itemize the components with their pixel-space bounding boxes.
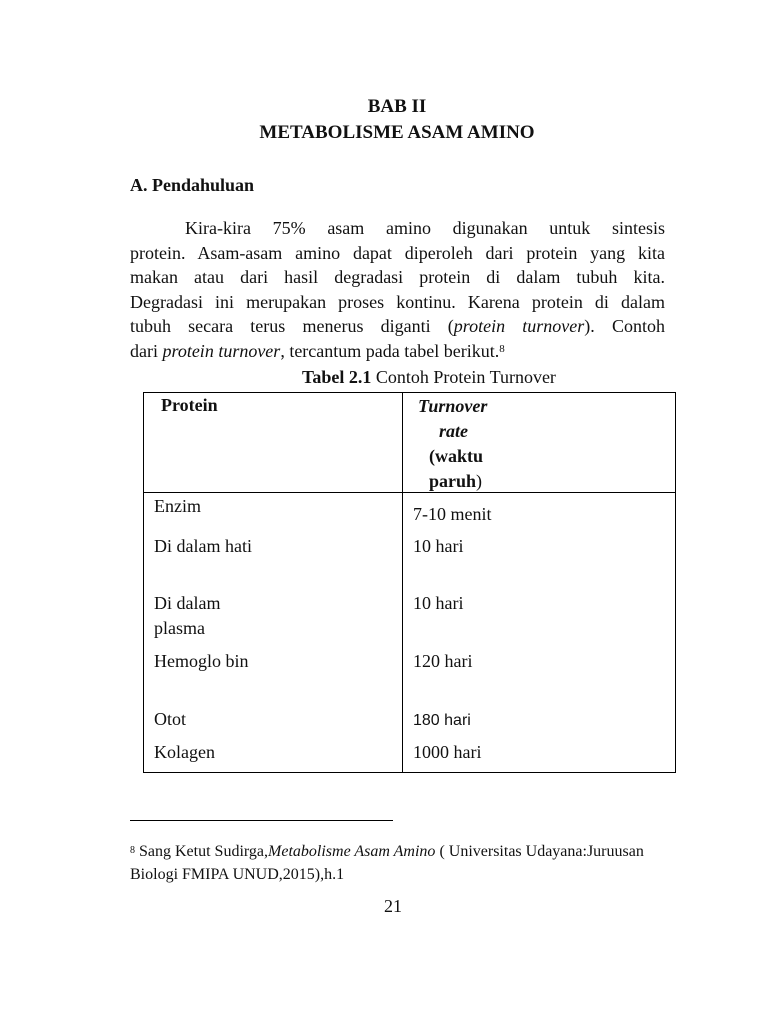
table-caption <box>0 367 768 388</box>
paragraph-line: Kira-kira 75% asam amino digunakan untuk sintesis <box>185 218 665 238</box>
footnote-source: ( Universitas Udayana:Juruusan Biologi FMIPA UNUD,2015),h.1 <box>130 843 644 883</box>
header-rate-line-3: (waktu <box>429 446 484 466</box>
table-cell-protein: Hemoglo bin <box>154 651 249 671</box>
table-cell-rate: 10 hari <box>413 536 464 556</box>
section-heading: A. Pendahuluan <box>130 175 255 195</box>
table-cell-rate: 10 hari <box>413 593 464 613</box>
table-cell-rate: 7-10 menit <box>413 504 492 524</box>
table-cell-protein: Kolagen <box>154 742 215 762</box>
header-rate-line-4-text: paruh <box>429 471 477 491</box>
italic-term: protein turnover <box>162 340 281 361</box>
paragraph-line-5-start: tubuh secara terus menerus diganti ( <box>130 316 454 336</box>
footnote-separator <box>130 820 393 821</box>
table-cell-rate: 180 hari <box>413 712 471 729</box>
paragraph-line-6-start: dari <box>130 340 163 361</box>
table-header-divider <box>144 492 675 493</box>
paragraph-line: protein. Asam-asam amino dapat diperoleh dari protein yang kita <box>130 242 665 263</box>
protein-turnover-table <box>143 392 676 773</box>
header-rate-line-1: Turnover <box>418 396 488 416</box>
footnote-reference[interactable]: 8 <box>499 342 505 355</box>
paragraph-line-5 <box>130 314 665 339</box>
table-cell-protein: Enzim <box>154 496 201 516</box>
table-caption-text: Contoh Protein Turnover <box>371 367 556 387</box>
paragraph-line-6-end: , tercantum pada tabel berikut. <box>280 340 500 361</box>
table-cell-protein: Di dalam hati <box>154 536 252 556</box>
page-number: 21 <box>384 896 402 916</box>
footnote <box>130 840 650 886</box>
paragraph-line: Degradasi ini merupakan proses kontinu. Karena protein di dalam <box>130 291 665 312</box>
paragraph-line-6 <box>130 339 665 364</box>
footnote-title: Metabolisme Asam Amino <box>268 843 436 860</box>
paragraph-line: makan atau dari hasil degradasi protein di dalam tubuh kita. <box>130 267 665 287</box>
footnote-number: 8 <box>130 845 135 856</box>
footnote-author: Sang Ketut Sudirga, <box>135 843 269 860</box>
table-caption-label: Tabel 2.1 <box>302 367 372 387</box>
header-rate-line-4 <box>418 469 487 494</box>
header-rate-line-4-close: ) <box>476 471 483 491</box>
table-cell-protein: Otot <box>154 709 187 729</box>
table-column-divider <box>402 393 403 772</box>
table-cell-rate: 1000 hari <box>413 742 482 762</box>
header-rate-line-2: rate <box>439 421 468 441</box>
table-header-protein: Protein <box>161 395 218 415</box>
table-header-turnover-rate <box>418 394 487 494</box>
table-cell-protein: Di dalam plasma <box>154 593 221 638</box>
body-paragraph <box>130 216 665 363</box>
table-cell-rate: 120 hari <box>413 651 473 671</box>
paragraph-line-5-end: ). Contoh <box>584 316 665 336</box>
chapter-label: BAB II <box>367 96 427 117</box>
chapter-title: METABOLISME ASAM AMINO <box>259 122 535 143</box>
italic-term: protein turnover <box>453 316 585 336</box>
